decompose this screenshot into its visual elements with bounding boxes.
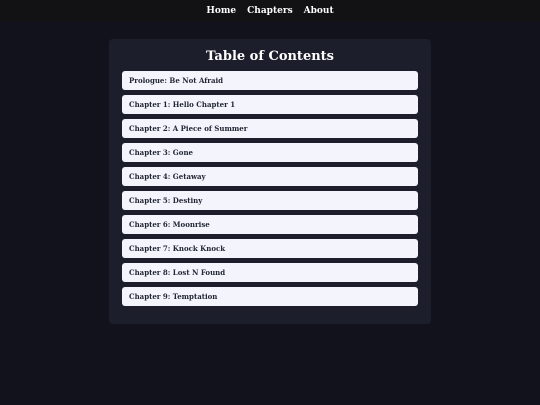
- chapter-item-prologue[interactable]: Prologue: Be Not Afraid: [122, 71, 418, 90]
- chapter-item-7[interactable]: Chapter 7: Knock Knock: [122, 239, 418, 258]
- nav-link-about[interactable]: About: [303, 6, 334, 16]
- chapter-item-2[interactable]: Chapter 2: A Piece of Summer: [122, 119, 418, 138]
- chapter-item-3[interactable]: Chapter 3: Gone: [122, 143, 418, 162]
- nav-link-home[interactable]: Home: [206, 6, 237, 16]
- top-nav: [0, 0, 540, 22]
- chapter-item-6[interactable]: Chapter 6: Moonrise: [122, 215, 418, 234]
- chapter-item-5[interactable]: Chapter 5: Destiny: [122, 191, 418, 210]
- chapter-item-9[interactable]: Chapter 9: Temptation: [122, 287, 418, 306]
- chapter-item-4[interactable]: Chapter 4: Getaway: [122, 167, 418, 186]
- chapter-list: [122, 71, 418, 306]
- toc-title: Table of Contents: [206, 49, 334, 64]
- chapter-item-8[interactable]: Chapter 8: Lost N Found: [122, 263, 418, 282]
- table-of-contents-panel: [109, 39, 431, 324]
- nav-link-chapters[interactable]: Chapters: [247, 6, 293, 16]
- chapter-item-1[interactable]: Chapter 1: Hello Chapter 1: [122, 95, 418, 114]
